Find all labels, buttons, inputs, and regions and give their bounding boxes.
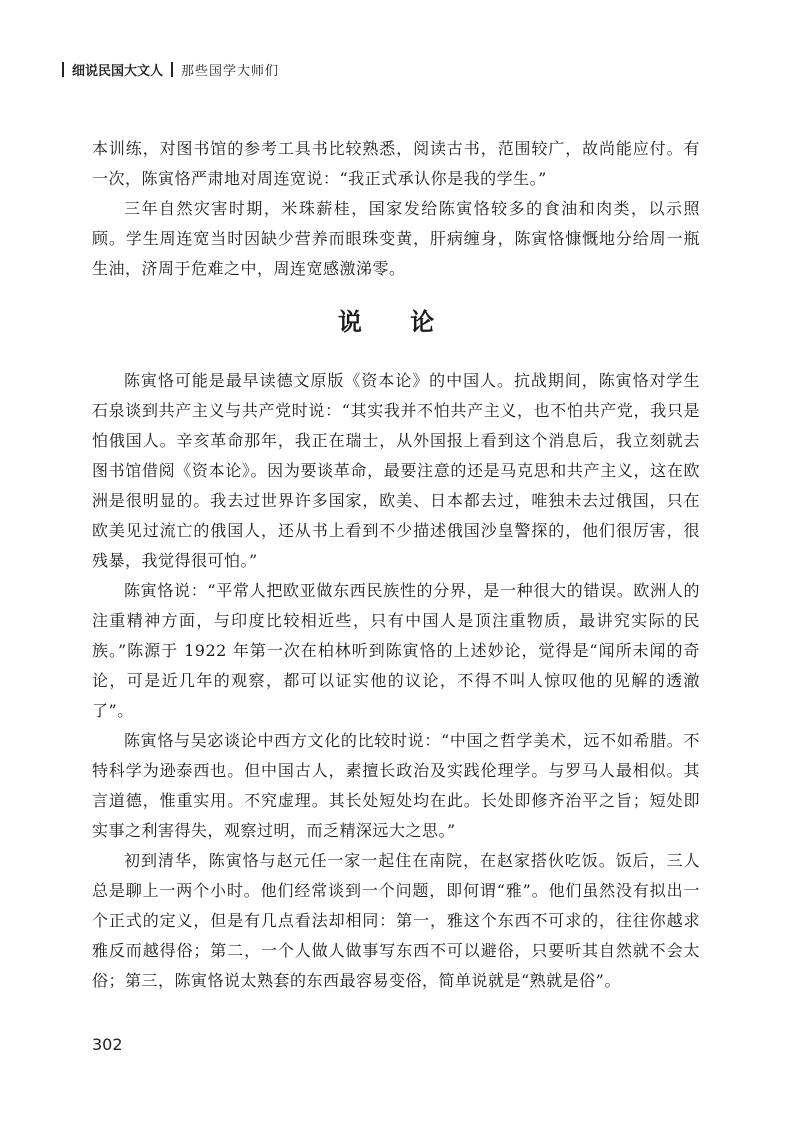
paragraph: 陈寅恪可能是最早读德文原版《资本论》的中国人。抗战期间，陈寅恪对学生石泉谈到共产主义与共产党时说：“其实我并不怕共产主义，也不怕共产党，我只是怕俄国人。辛亥革命那年，我正在瑞士，从外国报上看到这个消息后，我立刻就去图书馆借阅《资本论》。因为要谈革命，最要注意的还是马克思和共产主义，这在欧洲是很明显的。我去过世界许多国家，欧美、日本都去过，唯独未去过俄国，只在欧美见过流亡的俄国人，还从书上看到不少描述俄国沙皇警探的，他们很厉害，很残暴，我觉得很可怕。” (92, 371, 700, 570)
paragraph: 本训练，对图书馆的参考工具书比较熟悉，阅读古书，范围较广，故尚能应付。有一次，陈寅恪严肃地对周连宽说：“我正式承认你是我的学生。” (92, 139, 700, 188)
header-divider-middle (171, 62, 173, 77)
paragraph: 三年自然灾害时期，米珠薪桂，国家发给陈寅恪较多的食油和肉类，以示照顾。学生周连宽当时因缺少营养而眼珠变黄，肝病缠身，陈寅恪慷慨地分给周一瓶生油，济周于危难之中，周连宽感激涕零。 (92, 199, 700, 278)
section-title: 说 论 (337, 307, 455, 336)
paragraph: 陈寅恪说：“平常人把欧亚做东西民族性的分界，是一种很大的错误。欧洲人的注重精神方面，与印度比较相近些，只有中国人是顶注重物质，最讲究实际的民族。”陈源于 1922 年第一次在柏林听到陈寅恪的上述妙论，觉得是“闻所未闻的奇论，可是近几年的观察，都可以证实他的议论，不得不叫人惊叹他的见解的透澈了”。 (92, 581, 700, 720)
book-title: 细说民国大文人 (72, 64, 164, 79)
page-body (92, 134, 700, 996)
running-header (54, 60, 279, 79)
series-title: 那些国学大师们 (181, 64, 280, 79)
paragraph: 陈寅恪与吴宓谈论中西方文化的比较时说：“中国之哲学美术，远不如希腊。不特科学为逊泰西也。但中国古人，素擅长政治及实践伦理学。与罗马人最相似。其言道德，惟重实用。不究虚理。其长处短处均在此。长处即修齐治平之旨；短处即实事之利害得失，观察过明，而乏精深远大之思。” (92, 731, 700, 840)
page-number: 302 (92, 1035, 123, 1054)
header-divider-left (62, 62, 64, 77)
paragraph: 初到清华，陈寅恪与赵元任一家一起住在南院，在赵家搭伙吃饭。饭后，三人总是聊上一两个小时。他们经常谈到一个问题，即何谓“雅”。他们虽然没有拟出一个正式的定义，但是有几点看法却相同：第一，雅这个东西不可求的，往往你越求雅反而越得俗；第二，一个人做人做事写东西不可以避俗，只要听其自然就不会太俗；第三，陈寅恪说太熟套的东西最容易变俗，简单说就是“熟就是俗”。 (92, 851, 700, 990)
